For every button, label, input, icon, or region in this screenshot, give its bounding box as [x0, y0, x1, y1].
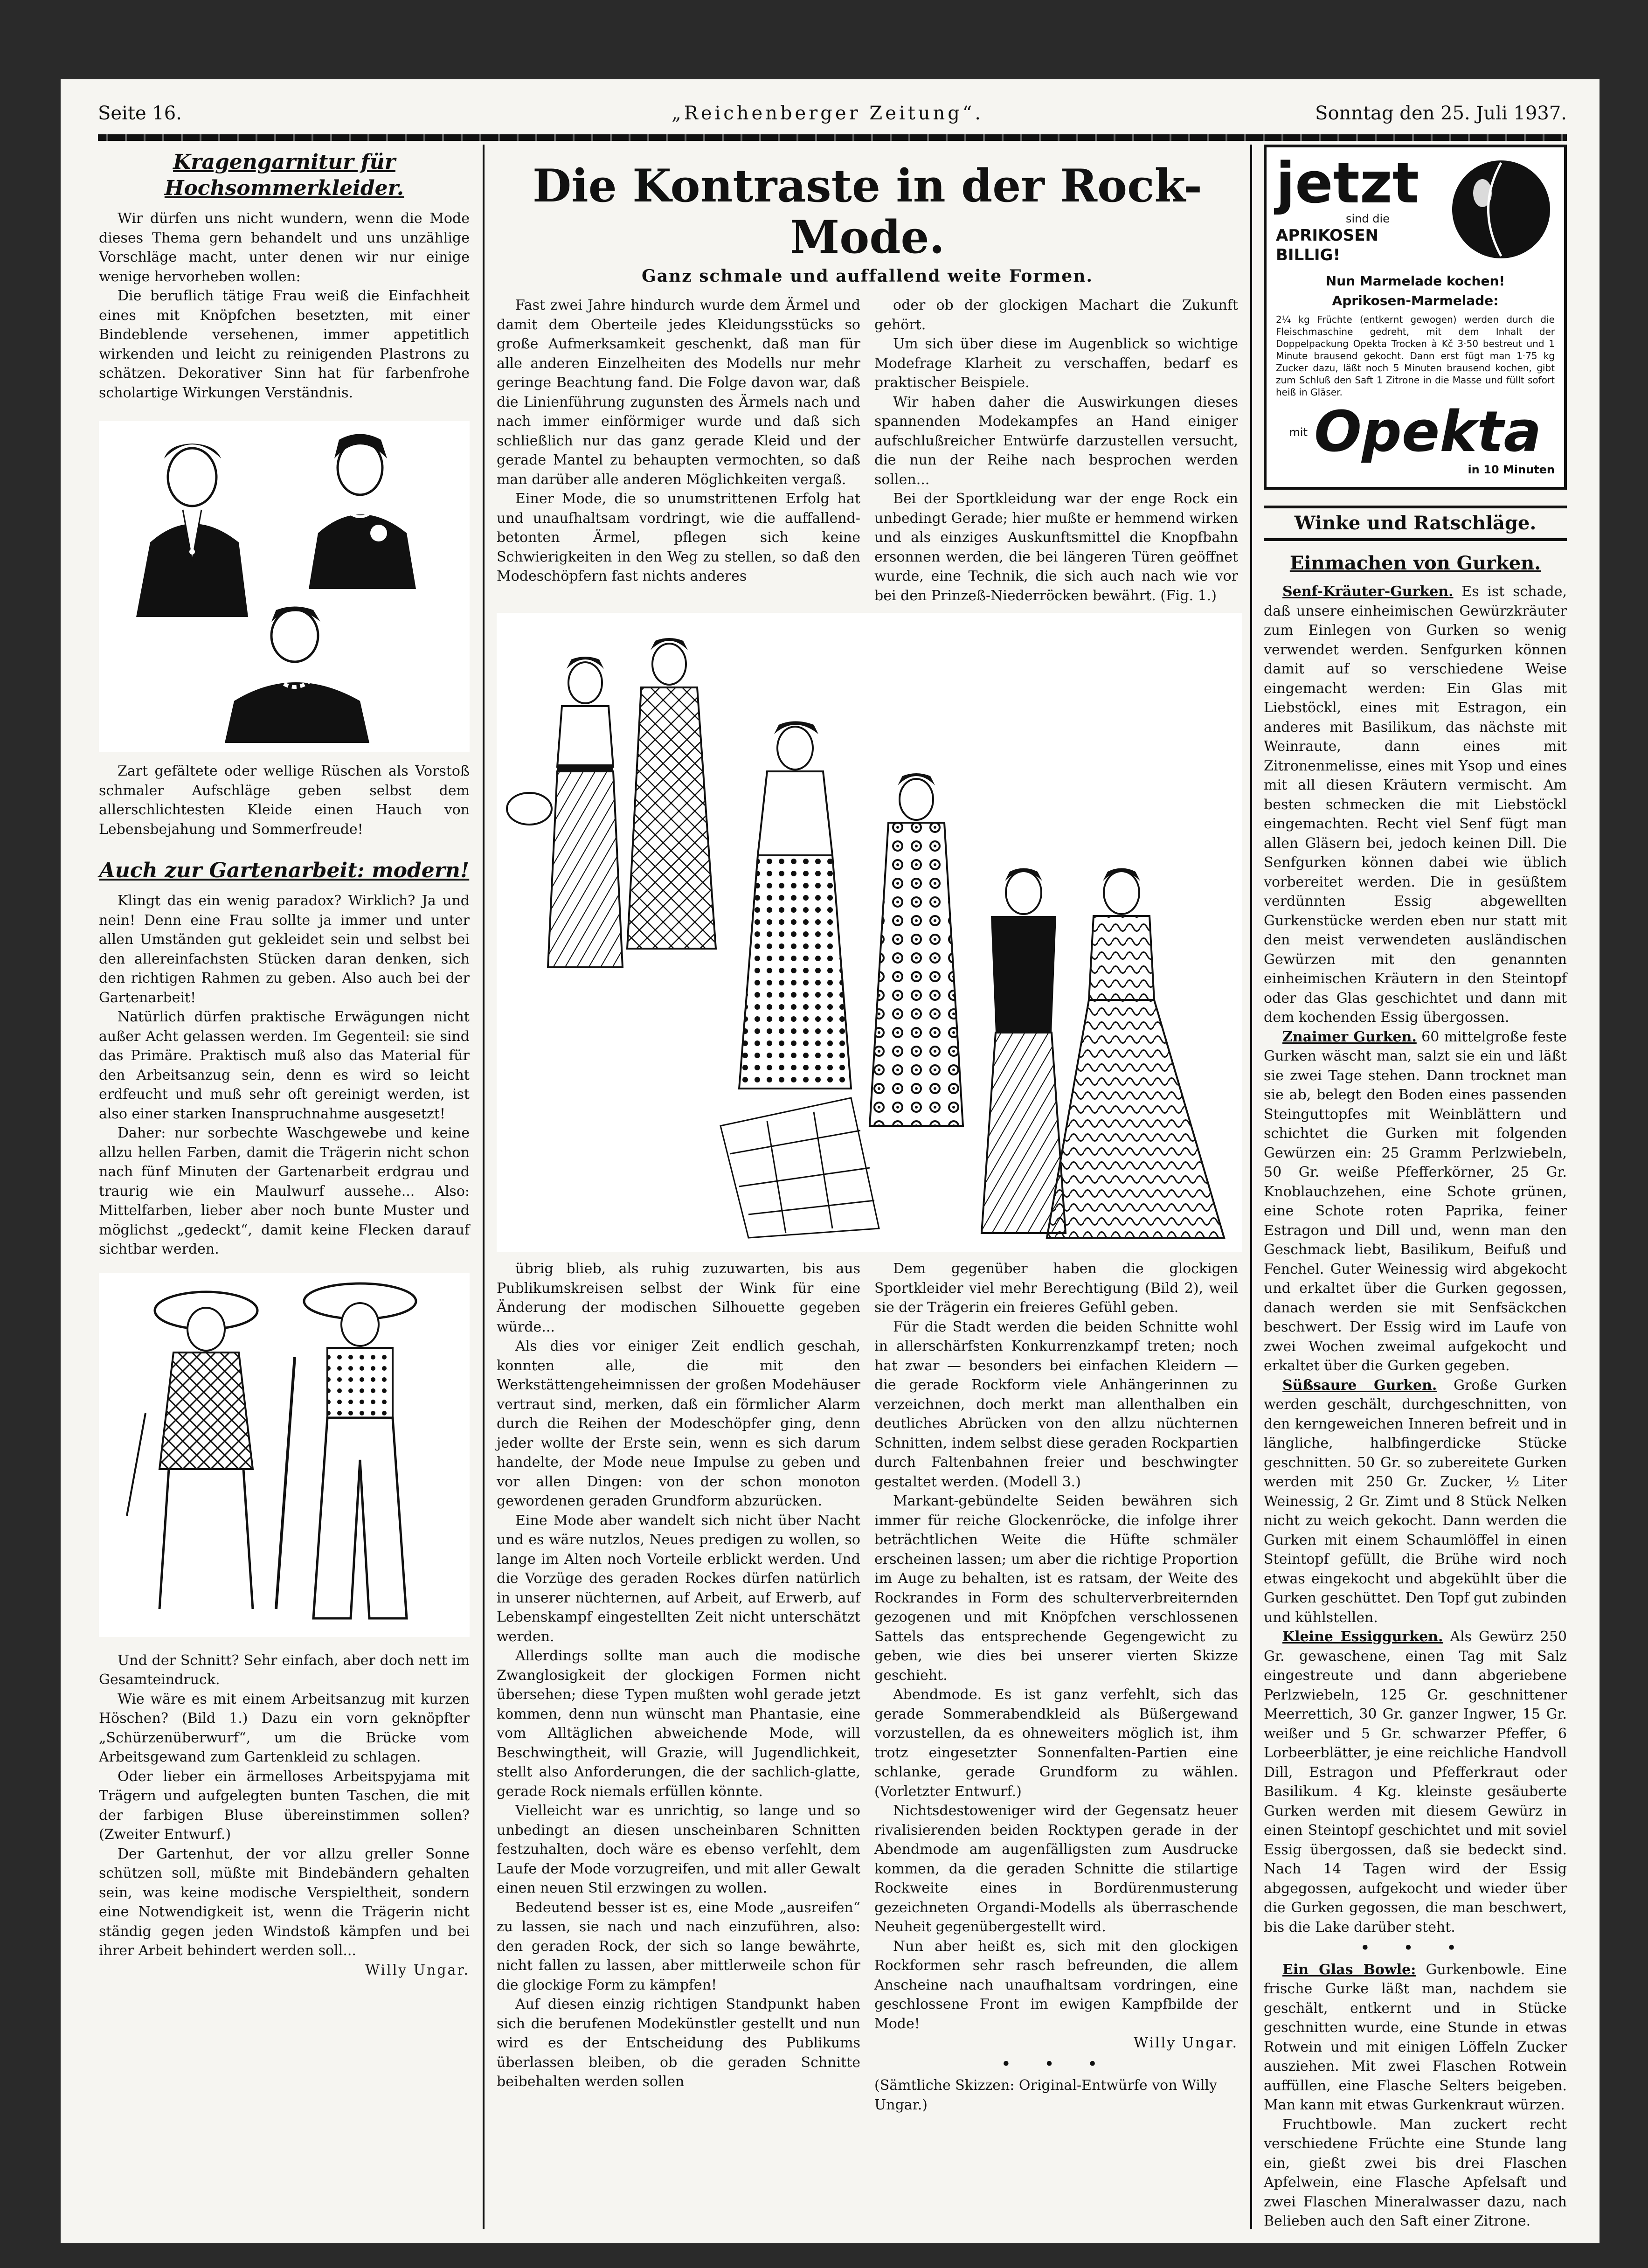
ad-tagline: in 10 Minuten [1468, 463, 1555, 476]
left-column [99, 145, 470, 2229]
author-signature: Willy Ungar. [365, 1962, 470, 1978]
recipe-text: 60 mittelgroße feste Gurken wäscht man, salzt sie ein und läßt sie zwei Tage stehen. Dann trocknet man sie ab, belegt den Boden eines passenden Steinguttopfes mit Weinblättern und schichtet die Gurken mit folgenden Gewürzen ein: 25 Gramm Perlzwiebeln, 50 Gr. weiße Pfefferkörner, 25 Gr. Knoblauchzehen, eine Schote grünen, eine Schote roten Paprika, feiner Estragon und Dill und, wenn man den Geschmack liebt, Basilikum, Beifuß und Fenchel. Guter Weinessig wird abgekocht und erkaltet über die Gurken gegossen, danach werden sie mit Senfsäckchen beschwert. Der Essig wird im Laufe von zwei Wochen zweimal aufgekocht und erkaltet über die Gurken gegeben. [1264, 1028, 1567, 1374]
recipe-lead: Kleine Essiggurken. [1282, 1629, 1443, 1645]
paragraph: Eine Mode aber wandelt sich nicht über Nacht und es wäre nutzlos, Neues predigen zu wollen, so lange im Alten noch Vorteile erblickt werden. Und die Vorzüge des geraden Rockes dürfen natürlich in unserer nüchternen, auf Arbeit, auf Erwerb, auf Lebenskampf eingestellten Zeit nicht unterschätzt werden. [497, 1512, 860, 1645]
issue-date: Sonntag den 25. Juli 1937. [1315, 103, 1567, 124]
paragraph: Natürlich dürfen praktische Erwägungen nicht außer Acht gelassen werden. Im Gegenteil: sie sind das Primäre. Praktisch muß also das Material für den Arbeitsanzug sein, denn es wird so leicht erdfeucht und muß sehr oft gereinigt werden, ist also einer starken Inanspruchnahme ausgesetzt! [99, 1009, 470, 1122]
ad-big-word: jetzt [1276, 151, 1419, 216]
lower-text-columns [497, 1259, 1238, 2115]
paragraph: Auf diesen einzig richtigen Standpunkt haben sich die berufenen Modekünstler gestellt und nun wird es der Entscheidung des Publikums überlassen bleiben, ob die geraden Schnitte beibehalten werden sollen [497, 1996, 860, 2090]
separator-stars: • • • [1360, 1939, 1471, 1958]
upper-text-columns [497, 296, 1238, 605]
recipe-lead: Senf-Kräuter-Gurken. [1282, 583, 1454, 600]
ad-headline [1276, 151, 1419, 265]
paragraph: Dem gegenüber haben die glockigen Sportkleider viel mehr Berechtigung (Bild 2), weil sie der Trägerin ein freieres Gefühl geben. [874, 1261, 1238, 1316]
apricot-icon [1447, 156, 1555, 263]
paragraph: Nichtsdestoweniger wird der Gegensatz heuer rivalisierenden beiden Rocktypen gerade in der Abendmode am augenfälligsten zum Ausdrucke kommen, da die geraden Schnitte die stilartige Rockweite eines in Bordürenmusterung gezeichneten Organdi-Modells als überraschende Neuheit gegenübergestellt wird. [874, 1803, 1238, 1935]
text-column-c [497, 1259, 860, 2115]
illustration-credit: (Sämtliche Skizzen: Original-Entwürfe von Willy Ungar.) [874, 2077, 1218, 2113]
recipe-text: Große Gurken werden geschält, durchgeschnitten, von den kerngeweichen Inneren befreit und in längliche, halbfingerdicke Stücke geschnitten. 50 Gr. so zubereitete Gurken werden mit 250 Gr. Zucker, ½ Liter Weinessig, 2 Gr. Zimt und 8 Stück Nelken nicht zu weich gekocht. Dann werden die Gurken mit einem Schaumlöffel in einen Steintopf gefüllt, die Brühe wird noch etwas eingekocht und abgekühlt über die Gurken geschüttet. Den Topf gut zubinden und kühlstellen. [1264, 1377, 1567, 1626]
skirt-fashion-illustration [497, 613, 1238, 1252]
paragraph: Einer Mode, die so unumstrittenen Erfolg hat und unaufhaltsam vordringt, wie die auffallend-betonten Ärmel, pflegen sich keine Schwierigkeiten in den Weg zu stellen, so daß den Modeschöpfern fast nichts anderes [497, 491, 860, 584]
page-header [98, 103, 1567, 131]
ad-brand: Opekta [1314, 400, 1542, 465]
recipe-lead: Süßsaure Gurken. [1282, 1377, 1437, 1394]
paragraph: Klingt das ein wenig paradox? Wirklich? Ja und nein! Denn eine Frau sollte ja immer und unter allen Umständen gut gekleidet sein und selbst bei den allereinfachsten Stücken daran denken, sich den richtigen Rahmen zu geben. Also auch bei der Gartenarbeit! [99, 893, 470, 1006]
recipe-paragraph [1264, 1376, 1567, 1628]
recipe-paragraph: Fruchtbowle. Man zuckert recht verschiedene Früchte eine Stunde lang ein, gießt zwei bis drei Flaschen Apfelwein, eine Flasche Apfelsaft und zwei Flaschen Mineralwasser dazu, nach Belieben auch den Saft einer Zitrone. [1264, 2116, 1567, 2229]
paragraph: Und der Schnitt? Sehr einfach, aber doch nett im Gesamteindruck. [99, 1652, 470, 1688]
ad-mit: mit [1289, 426, 1308, 439]
author-signature: Willy Ungar. [1134, 2035, 1238, 2051]
recipe-lead: Ein Glas Bowle: [1282, 1961, 1416, 1978]
paragraph: Oder lieber ein ärmelloses Arbeitspyjama mit Trägern und aufgelegten bunten Taschen, die mit der farbigen Bluse übereinstimmen sollen? (Zweiter Entwurf.) [99, 1768, 470, 1843]
ad-now-cook: Nun Marmelade kochen! [1325, 273, 1505, 289]
ad-recipe: 2¼ kg Früchte (entkernt gewogen) werden durch die Fleischmaschine gedreht, mit dem Inhalt der Doppelpackung Opekta Trocken à Kč 3·50 bestreut und 1 Minute brausend gekocht. Dann erst fügt man 1·75 kg Zucker dazu, läßt noch 5 Minuten brausend kochen, gibt zum Schluß den Saft 1 Zitrone in die Masse und füllt sofort heiß in Gläser. [1276, 314, 1555, 398]
paragraph: Der Gartenhut, der vor allzu greller Sonne schützen soll, müßte mit Bindebändern gehalten sein, was keine modische Verspieltheit, sondern eine Notwendigkeit ist, wenn die Trägerin nicht ständig gegen jeden Windstoß kämpfen und bei ihrer Arbeit behindert werden soll... [99, 1845, 470, 1959]
skirt-fashion-sketch [497, 613, 1242, 1252]
paragraph: Wir haben daher die Auswirkungen dieses spannenden Modekampfes an Hand einiger aufschlußreicher Entwürfe darzustellen versucht, die nun der Reihe nach besprochen werden sollen... [874, 394, 1238, 488]
header-rule [98, 134, 1567, 141]
collars-illustration [99, 421, 470, 752]
paragraph: Um sich über diese im Augenblick so wichtige Modefrage Klarheit zu verschaffen, bedarf es praktischer Beispiele. [874, 336, 1238, 391]
recipe-text: Gurkenbowle. Eine frische Gurke läßt man, nachdem sie geschält, entkernt und in Stücke geschnitten wurde, eine Stunde in etwas Rotwein und mit einigen Löffeln Zucker ausziehen. Mit zwei Flaschen Rotwein auffüllen, eine Flasche Selters beigeben. Man kann mit etwas Gurkenkraut würzen. [1264, 1961, 1567, 2113]
paragraph: Bei der Sportkleidung war der enge Rock ein unbedingt Gerade; hier mußte er hemmend wirken und als einziges Auskunftsmittel die Knopfbahn ersonnen werden, die bei längeren Türen geöffnet wurde, eine Technik, die sich auch nach wie vor bei den Prinzeß-Niederröcken bewährt. (Fig. 1.) [874, 491, 1238, 604]
tips-subtitle: Einmachen von Gurken. [1289, 552, 1541, 574]
ad-fruit: APRIKOSEN [1276, 226, 1378, 245]
right-column [1264, 145, 1567, 2229]
recipe-paragraph [1264, 1027, 1567, 1376]
recipe-lead: Znaimer Gurken. [1282, 1028, 1417, 1045]
article-title-garden: Auch zur Gartenarbeit: modern! [99, 859, 470, 882]
paragraph: Wir dürfen uns nicht wundern, wenn die Mode dieses Thema gern behandelt und uns unzählige Vorschläge macht, unter denen wir nur einige wenige hervorheben wollen: [99, 210, 470, 285]
ad-small-text: sind die [1346, 212, 1390, 225]
paragraph: Fast zwei Jahre hindurch wurde dem Ärmel und damit dem Oberteile jedes Kleidungsstücks so große Aufmerksamkeit geschenkt, daß man für alle anderen Einzelheiten des Modells nur mehr geringe Beachtung fand. Die Folge davon war, daß die Linienführung zugunsten des Ärmels nach und nach immer einförmiger wurde und daß sich schließlich nur das ganz gerade Kleid und der gerade Mantel zu behaupten vermochten, so daß man darüber alle anderen Möglichkeiten vergaß. [497, 297, 860, 488]
ad-price: BILLIG! [1276, 246, 1340, 264]
paragraph: Für die Stadt werden die beiden Schnitte wohl in allerschärfsten Konkurrenzkampf treten; noch hat zwar — besonders bei einfachen Kleidern — die gerade Rockform viele Anhängerinnen zu verzeichnen, doch merkt man allenthalben ein deutliches Abrücken von den allzu nüchternen Schnitten, indem selbst diese geraden Rockpartien durch Faltenbahnen freier und beschwingter gestaltet werden. (Modell 3.) [874, 1318, 1238, 1490]
garden-illustration [99, 1273, 470, 1637]
collars-caption: Zart gefältete oder wellige Rüschen als Vorstoß schmaler Aufschläge geben selbst dem allerschlichtesten Kleide einen Hauch von Lebensbejahung und Sommerfreude! [99, 763, 470, 838]
newspaper-page [61, 79, 1600, 2243]
article-title-collars: Kragengarnitur für Hochsommerkleider. [164, 150, 404, 200]
ad-brand-row [1276, 402, 1555, 463]
paragraph: Daher: nur sorbechte Waschgewebe und keine allzu hellen Farben, damit die Trägerin nicht schon nach fünf Minuten der Gartenarbeit erdgrau und traurig wie ein Maulwurf aussehe... Also: Mittelfarben, lieber aber noch bunte Muster und möglichst „gedeckt“, damit keine Flecken darauf sichtbar werden. [99, 1125, 470, 1257]
paragraph: Markant-gebündelte Seiden bewähren sich immer für reiche Glockenröcke, die infolge ihrer beträchtlichen Weite die Hüfte schmäler erscheinen lassen; um aber die richtige Proportion im Auge zu behalten, ist es ratsam, der Weite des Rockrandes in Form des schulterverbreiternden gezogenen und mit Knöpfchen verschlossenen Sattels das entsprechende Gegengewicht zu geben, wie dies bei unserer vierten Skizze geschieht. [874, 1493, 1238, 1684]
separator-stars: • • • [1001, 2054, 1112, 2074]
text-column-d [874, 1259, 1238, 2115]
paragraph: Nun aber heißt es, sich mit den glockigen Rockformen sehr rasch befreunden, die allem Anscheine nach unaufhaltsam vordringen, eine geschlossene Front im ewigen Kampfbilde der Mode! [874, 1938, 1238, 2032]
paragraph: Die beruflich tätige Frau weiß die Einfachheit eines mit Knöpfchen besetzten, mit einer Bindeblende versehenen, immer appetitlich wirkenden und leicht zu reinigenden Plastrons zu schätzen. Dekorativer Sinn hat für farbenfrohe scholartige Wirkungen Verständnis. [99, 288, 470, 401]
recipe-text: Es ist schade, daß unsere einheimischen Gewürzkräuter zum Einlegen von Gurken so wenig verwendet werden. Senfgurken können damit auf so verschiedene Weise eingemacht werden: Ein Glas mit Liebstöckl, eines mit Estragon, ein anderes mit Basilikum, das nächste mit Weinraute, dann eines mit Zitronenmelisse, eines mit Ysop und eines mit all diesen Kräutern vermischt. Am besten schmecken die mit Liebstöckl eingemachten. Recht viel Senf fügt man allen Gläsern bei, jedoch keinen Dill. Die Senfgurken können dabei wie üblich vorbereitet werden. Die in gesüßtem verdünnten Essig abgewellten Gurkenstücke werden eben nur statt mit den meist verwendeten ausländischen Gewürzen mit den genannten einheimischen Kräutern in den Steintopf oder das Glas geschichtet und dann mit dem kochenden Essig übergossen. [1264, 583, 1567, 1026]
ad-recipe-title: Aprikosen-Marmelade: [1332, 293, 1499, 308]
main-article-subtitle: Ganz schmale und auffallend weite Formen. [641, 266, 1093, 286]
main-article [483, 145, 1252, 2229]
paragraph: Bedeutend besser ist es, eine Mode „ausreifen“ zu lassen, sie nach und nach einzuführen, also: den geraden Rock, der sich so lange bewährte, nicht fallen zu lassen, aber mittlerweile schon für die glockige Form zu kämpfen! [497, 1899, 860, 1993]
collars-sketch [99, 421, 470, 752]
paragraph: Vielleicht war es unrichtig, so lange und so unbedingt an diesen unscheinbaren Schnitten festzuhalten, doch wäre es ebenso verfehlt, dem Laufe der Mode vorzugreifen, und mit aller Gewalt einen neuen Stil erzwingen zu wollen. [497, 1803, 860, 1896]
newspaper-title: „Reichenberger Zeitung“. [672, 103, 984, 124]
recipe-text: Als Gewürz 250 Gr. gewaschene, einen Tag mit Salz eingestreute und dann abgeriebene Perlzwiebeln, 125 Gr. geschnittener Meerrettich, 30 Gr. ganzer Ingwer, 15 Gr. weißer und 5 Gr. schwarzer Pfeffer, 6 Lorbeerblätter, je eine reichliche Handvoll Dill, Estragon und Pfefferkraut oder Basilikum. 4 Kg. kleinste gesäuberte Gurken werden mit diesem Gewürz in einen Steintopf geschichtet und mit soviel Essig übergossen, daß sie bedeckt sind. Nach 14 Tagen wird der Essig abgegossen, aufgekocht und wieder über die Gurken gegossen, die man beschwert, bis die Lake darüber steht. [1264, 1629, 1567, 1935]
paragraph: Als dies vor einiger Zeit endlich geschah, konnten alle, die mit den Werkstättengeheimnissen der großen Modehäuser vertraut sind, merken, daß ein förmlicher Alarm durch die Reihen der Modeschöpfer ging, denn jeder wollte der Erste sein, wenn es sich darum handelte, der Mode neue Impulse zu geben und vor allen Dingen: von der schon monoton gewordenen geraden Grundform abzurücken. [497, 1338, 860, 1509]
paragraph: oder ob der glockigen Machart die Zukunft gehört. [874, 297, 1238, 333]
paragraph: übrig blieb, als ruhig zuzuwarten, bis aus Publikumskreisen selbst der Wink für eine Änderung der modischen Silhouette gegeben würde... [497, 1261, 860, 1335]
main-article-title: Die Kontraste in der Rock-Mode. [532, 160, 1202, 264]
paragraph: Wie wäre es mit einem Arbeitsanzug mit kurzen Höschen? (Bild 1.) Dazu ein vorn geknöpfter „Schürzenüberwurf“, um die Brücke vom Arbeitsgewand zum Gartenkleid zu schlagen. [99, 1691, 470, 1765]
page-number: Seite 16. [98, 103, 182, 124]
recipe-paragraph [1264, 1627, 1567, 1937]
text-column-b [874, 296, 1238, 605]
paragraph: Allerdings sollte man auch die modische Zwanglosigkeit der glockigen Formen nicht übersehen; diese Typen mußten wohl gerade jetzt kommen, denn nun wünscht man Phantasie, eine vom Alltäglichen abweichende Mode, will Beschwingtheit, will Grazie, will Jugendlichkeit, stellt also Anforderungen, die der sachlich-glatte, gerade Rock niemals erfüllen könnte. [497, 1648, 860, 1800]
recipe-paragraph [1264, 1960, 1567, 2115]
paragraph: Abendmode. Es ist ganz verfehlt, sich das gerade Sommerabendkleid als Büßergewand vorzustellen, da es ohneweiters möglich ist, ihm trotz eingesetzter Sonnenfalten-Partien eine schlanke, gerade Grundform zu wählen. (Vorletzter Entwurf.) [874, 1686, 1238, 1800]
opekta-advertisement [1264, 145, 1567, 490]
garden-sketch [99, 1273, 470, 1637]
tips-section-title: Winke und Ratschläge. [1264, 506, 1567, 541]
recipe-paragraph [1264, 582, 1567, 1027]
text-column-a [497, 296, 860, 605]
ad-top [1276, 151, 1555, 265]
